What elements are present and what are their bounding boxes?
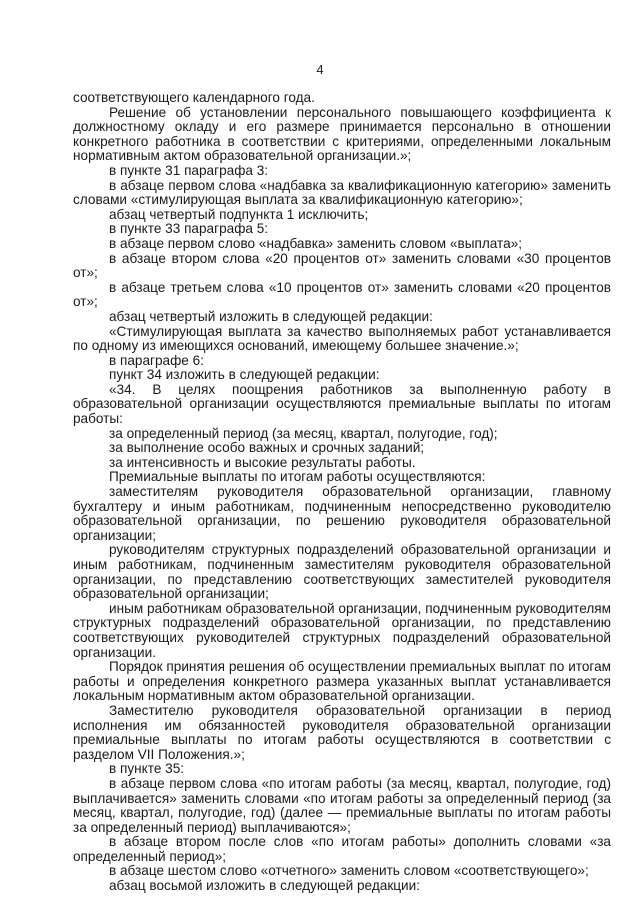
- paragraph: в абзаце первом слово «надбавка» заменить словом «выплата»;: [109, 235, 523, 251]
- paragraph: руководителям структурных подразделений образовательной организации и иным работникам, подчиненным заместителям руководителя образовательной организации, по представлению соответствующих заместителей руководителя образовательной организации;: [73, 542, 611, 602]
- paragraph: иным работникам образовательной организации, подчиненным руководителям структурных подразделений образовательной организации, по представлению соответствующих руководителей структурных подразделений образовательной организации.: [73, 600, 611, 660]
- paragraph: в абзаце третьем слова «10 процентов от» заменить словами «20 процентов от»;: [73, 279, 611, 310]
- paragraph: соответствующего календарного года.: [73, 90, 315, 105]
- paragraph: в абзаце втором слова «20 процентов от» заменить словами «30 процентов от»;: [73, 250, 611, 281]
- paragraph: абзац восьмой изложить в следующей редакции:: [109, 878, 421, 894]
- paragraph: Порядок принятия решения об осуществлении премиальных выплат по итогам работы и определения конкретного размера указанных выплат устанавливается локальным нормативным актом образовательной организации.: [73, 659, 611, 704]
- paragraph: в абзаце втором после слов «по итогам работы» дополнить словами «за определенный период»;: [73, 834, 611, 864]
- paragraph: заместителям руководителя образовательной организации, главному бухгалтеру и иным работникам, подчиненным непосредственно руководителю образовательной организации, по решению руководителя образовательной организации;: [73, 484, 611, 543]
- paragraph: Премиальные выплаты по итогам работы осуществляются:: [109, 469, 486, 485]
- paragraph: в пункте 33 параграфа 5:: [109, 221, 269, 237]
- paragraph: за определенный период (за месяц, квартал, полугодие, год);: [109, 425, 498, 441]
- paragraph: абзац четвертый изложить в следующей редакции:: [109, 308, 433, 324]
- paragraph: абзац четвертый подпункта 1 исключить;: [109, 206, 369, 222]
- paragraph: в пункте 35:: [109, 761, 185, 777]
- paragraph: в пункте 31 параграфа 3:: [109, 162, 269, 178]
- paragraph: в абзаце шестом слово «отчетного» заменить словом «соответствующего»;: [109, 863, 589, 879]
- paragraph: в абзаце первом слова «по итогам работы (за месяц, квартал, полугодие, год) выплачивается» заменить словами «по итогам работы за определенный период (за месяц, квартал, полугодие, год) (далее — премиальные выплаты по итогам работы за определенный период) выплачиваются»;: [73, 775, 611, 835]
- paragraph: за выполнение особо важных и срочных заданий;: [109, 440, 425, 456]
- paragraph: пункт 34 изложить в следующей редакции:: [109, 367, 380, 383]
- paragraph: за интенсивность и высокие результаты работы.: [109, 454, 416, 470]
- paragraph: Заместителю руководителя образовательной организации в период исполнения им обязанностей руководителя образовательной организации премиальные выплаты по итогам работы осуществляются в соответствии с разделом VII Положения.»;: [73, 702, 611, 762]
- page-number: 4: [316, 62, 324, 77]
- paragraph: Решение об установлении персонального повышающего коэффициента к должностному окладу и его размере принимается персонально в отношении конкретного работника в соответствии с критериями, определенными локальным нормативным актом образовательной организации.»;: [73, 104, 611, 164]
- paragraph: в абзаце первом слова «надбавка за квалификационную категорию» заменить словами «стимулирующая выплата за квалификационную категорию»;: [73, 177, 611, 208]
- document-body: [73, 91, 611, 894]
- paragraph: в параграфе 6:: [109, 352, 204, 368]
- paragraph: «34. В целях поощрения работников за выполненную работу в образовательной организации осуществляются премиальные выплаты по итогам работы:: [73, 381, 611, 427]
- paragraph: «Стимулирующая выплата за качество выполняемых работ устанавливается по одному из имеющихся оснований, имеющему большее значение.»;: [73, 323, 611, 354]
